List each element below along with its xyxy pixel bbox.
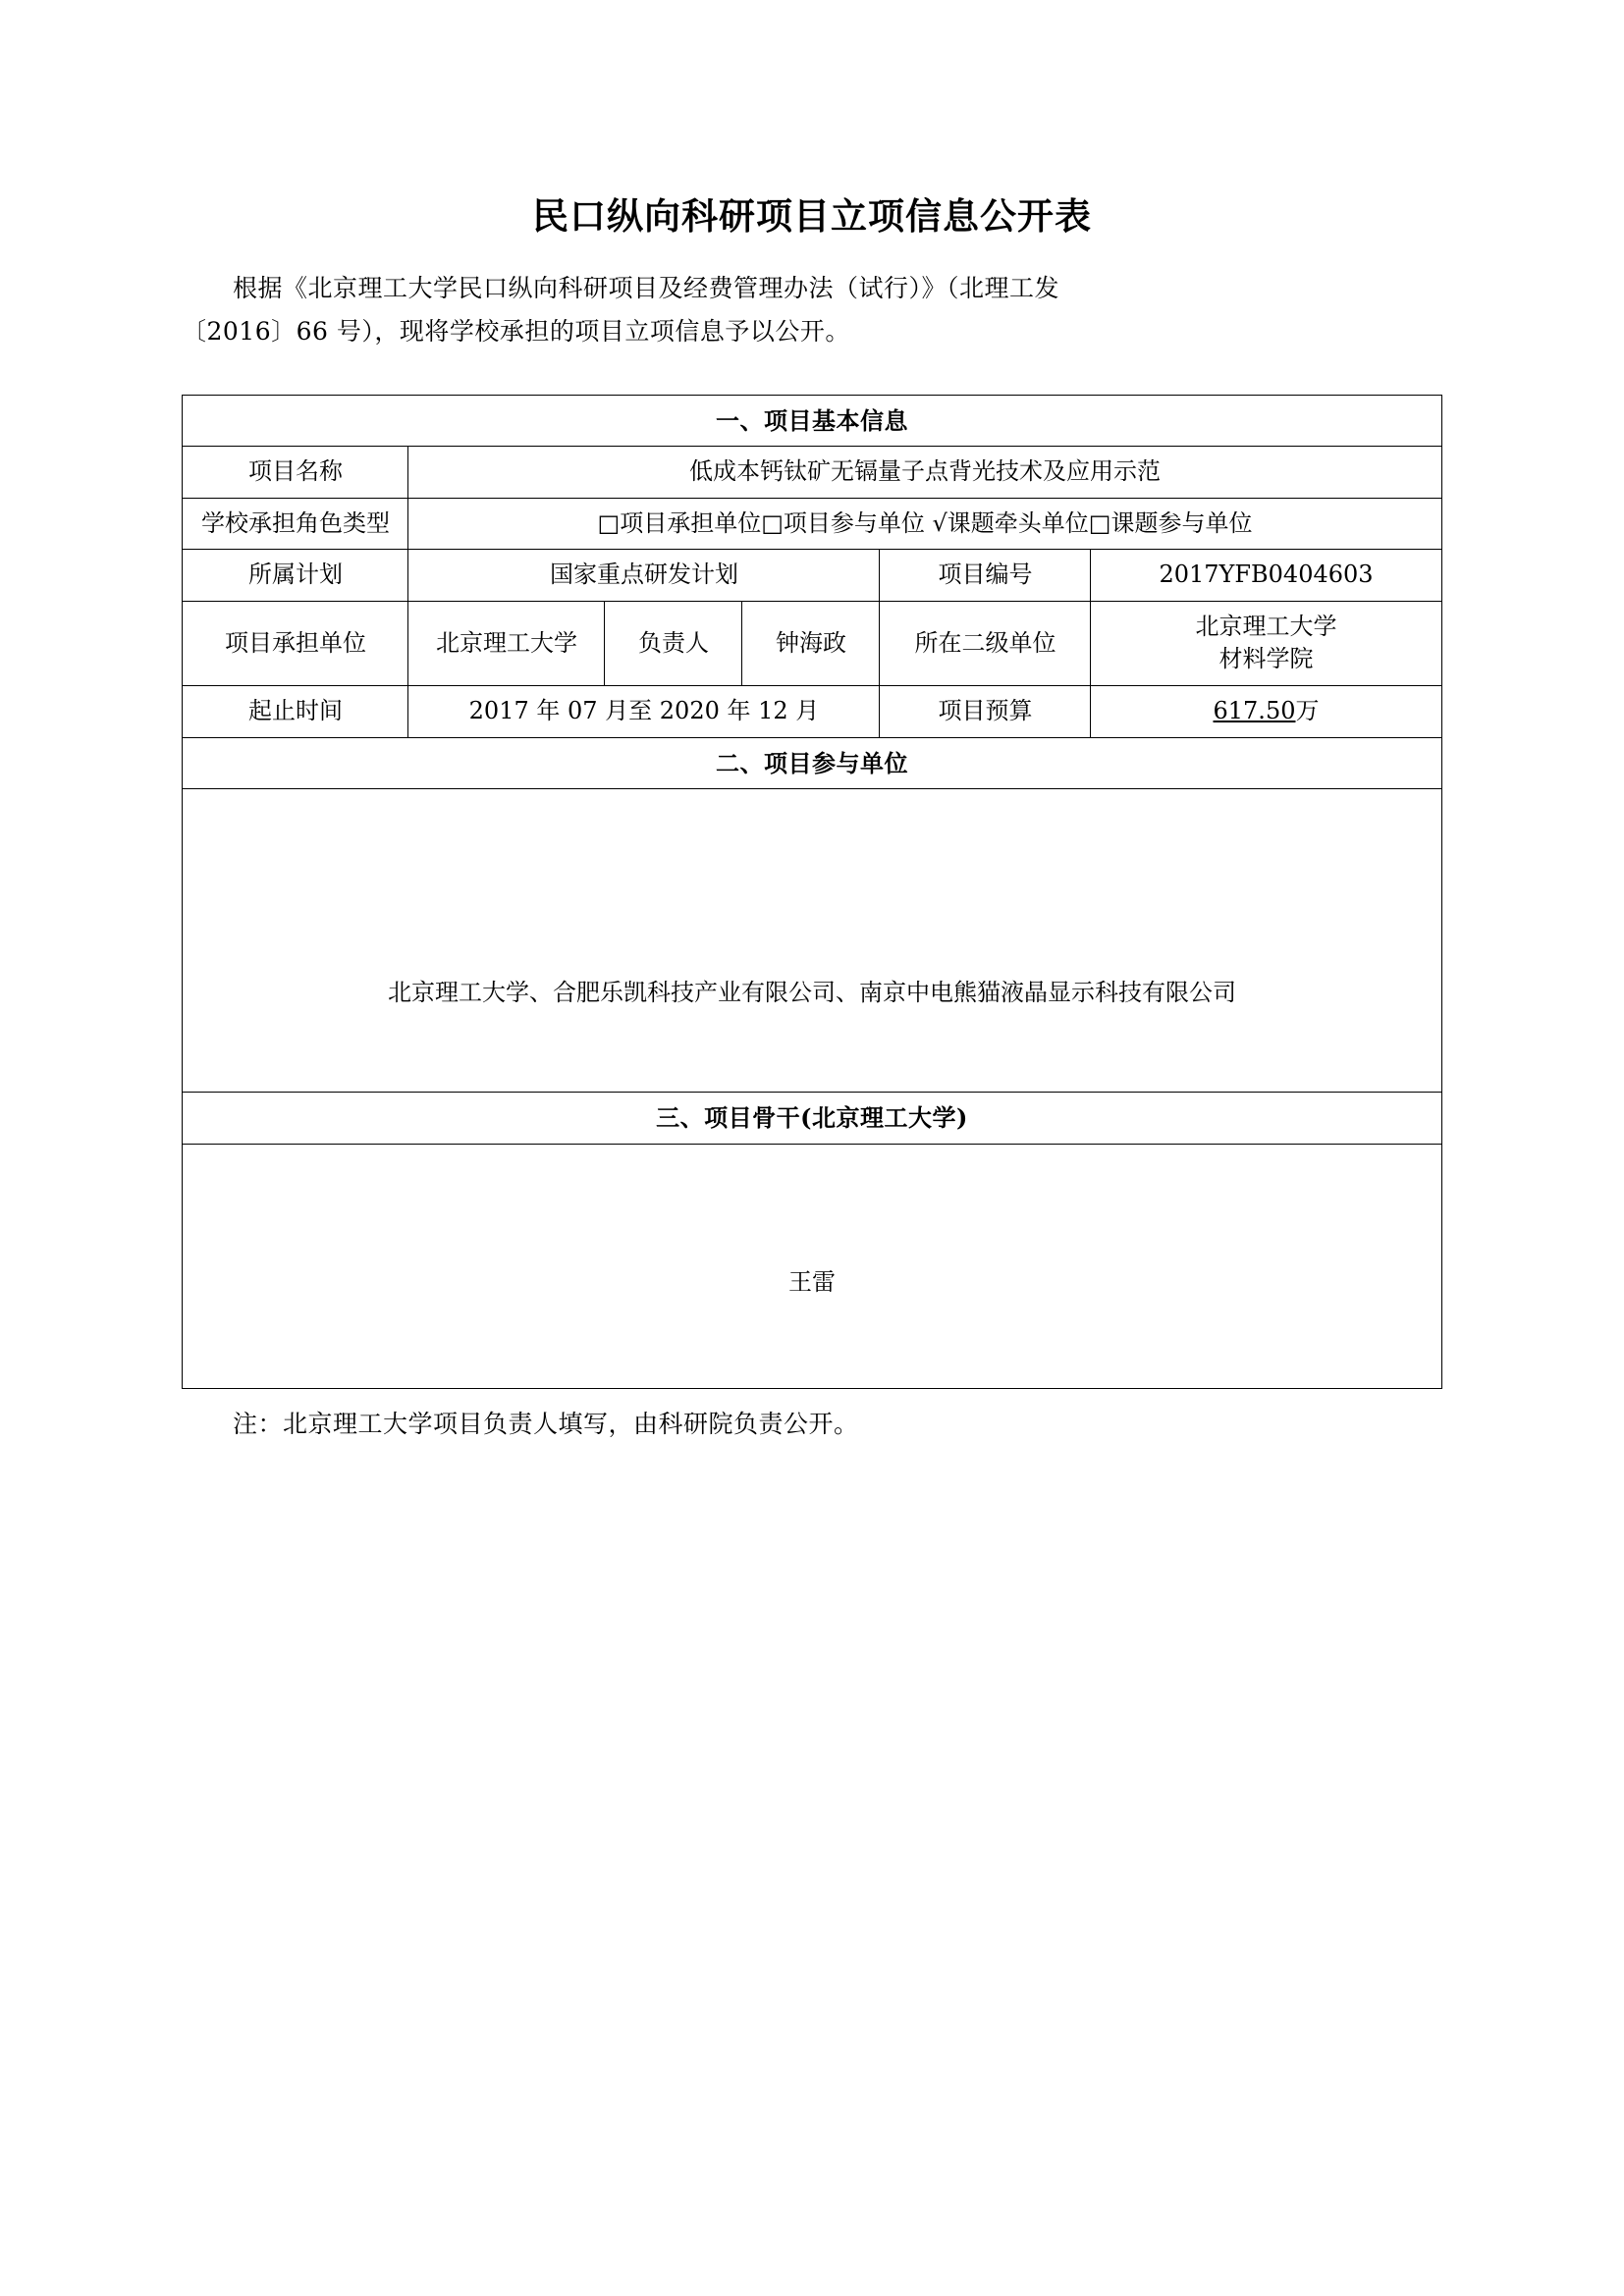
intro-line-2: 〔2016〕66 号），现将学校承担的项目立项信息予以公开。 (182, 316, 850, 346)
participants-content: 北京理工大学、合肥乐凯科技产业有限公司、南京中电熊猫液晶显示科技有限公司 (388, 979, 1236, 1007)
secondary-unit-value-line2: 材料学院 (1218, 645, 1314, 673)
role-type-label: 学校承担角色类型 (183, 498, 408, 550)
section3-heading: 三、项目骨干(北京理工大学) (183, 1093, 1441, 1145)
table-row-section2-heading (183, 737, 1441, 789)
table-row-project-name (183, 447, 1441, 499)
duration-value: 2017 年 07 月至 2020 年 12 月 (408, 686, 880, 738)
budget-value: 617.50 (1213, 697, 1296, 725)
section1-heading: 一、项目基本信息 (183, 395, 1441, 447)
project-no-value: 2017YFB0404603 (1091, 550, 1441, 602)
table-row-members (183, 1144, 1441, 1388)
table-row-section3-heading (183, 1093, 1441, 1145)
secondary-unit-value (1091, 601, 1441, 685)
table-row-role-type (183, 498, 1441, 550)
secondary-unit-label: 所在二级单位 (880, 601, 1091, 685)
plan-value: 国家重点研发计划 (408, 550, 880, 602)
secondary-unit-value-line1: 北京理工大学 (1195, 612, 1337, 640)
table-row-section1-heading (183, 395, 1441, 447)
leader-value: 钟海政 (742, 601, 880, 685)
table-row-duration (183, 686, 1441, 738)
table-row-undertaking-unit (183, 601, 1441, 685)
participants-content-cell (183, 789, 1441, 1093)
leader-label: 负责人 (605, 601, 742, 685)
budget-unit: 万 (1295, 697, 1320, 725)
section2-heading: 二、项目参与单位 (183, 737, 1441, 789)
undertaking-unit-label: 项目承担单位 (183, 601, 408, 685)
role-type-value: □项目承担单位□项目参与单位 √课题牵头单位□课题参与单位 (408, 498, 1441, 550)
project-information-table (182, 395, 1441, 1389)
table-row-participants (183, 789, 1441, 1093)
budget-value-cell (1091, 686, 1441, 738)
project-name-value: 低成本钙钛矿无镉量子点背光技术及应用示范 (408, 447, 1441, 499)
plan-label: 所属计划 (183, 550, 408, 602)
budget-label: 项目预算 (880, 686, 1091, 738)
undertaking-unit-value: 北京理工大学 (408, 601, 605, 685)
intro-line-1: 根据《北京理工大学民口纵向科研项目及经费管理办法（试行）》（北理工发 (233, 274, 1060, 302)
table-row-plan (183, 550, 1441, 602)
project-no-label: 项目编号 (880, 550, 1091, 602)
intro-paragraph (182, 267, 1442, 353)
footer-note: 注：北京理工大学项目负责人填写，由科研院负责公开。 (233, 1409, 859, 1438)
duration-label: 起止时间 (183, 686, 408, 738)
page-title: 民口纵向科研项目立项信息公开表 (532, 194, 1092, 238)
members-content: 王雷 (788, 1268, 836, 1297)
members-content-cell (183, 1144, 1441, 1388)
project-name-label: 项目名称 (183, 447, 408, 499)
